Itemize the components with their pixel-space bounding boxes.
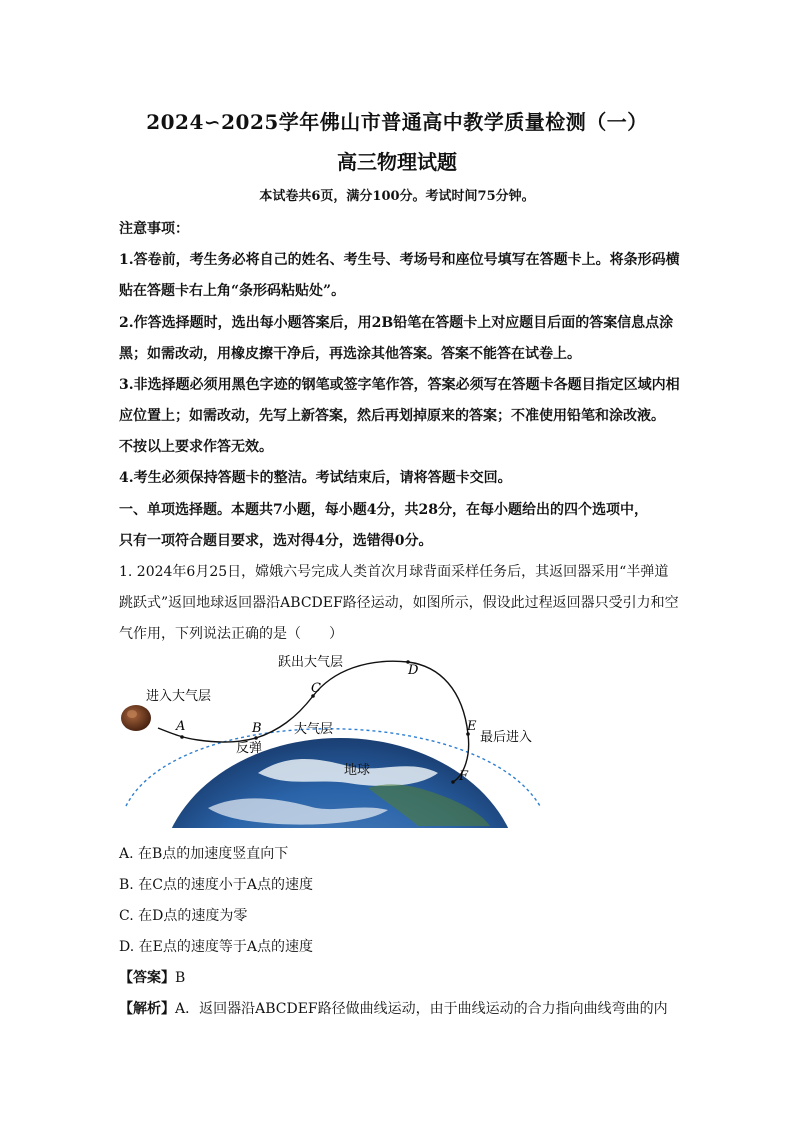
option-b: B. 在C点的速度小于A点的速度	[119, 877, 314, 893]
answer-value: B	[175, 970, 186, 986]
notice-line: 4.考生必须保持答题卡的整洁。考试结束后，请将答题卡交回。	[119, 470, 512, 486]
notice-line: 2.作答选择题时，选出每小题答案后，用2B铅笔在答题卡上对应题目后面的答案信息点涂	[119, 315, 674, 331]
notice-heading: 注意事项：	[119, 221, 189, 237]
answer-tag: 【答案】	[119, 970, 175, 986]
answer-line	[119, 967, 185, 987]
label-point-f: F	[459, 769, 469, 784]
section-line: 一、单项选择题。本题共7小题，每小题4分，共28分，在每小题给出的四个选项中，	[119, 502, 648, 518]
notice-line: 应位置上；如需改动，先写上新答案，然后再划掉原来的答案；不准使用铅笔和涂改液。	[119, 408, 665, 424]
reentry-figure	[118, 648, 550, 828]
analysis-text: A．返回器沿ABCDEF路径做曲线运动，由于曲线运动的合力指向曲线弯曲的内	[175, 1001, 668, 1017]
label-last-enter: 最后进入	[480, 730, 533, 745]
point-a-dot	[180, 735, 184, 739]
label-point-b: B	[252, 721, 262, 736]
analysis-line	[119, 998, 668, 1018]
option-c: C. 在D点的速度为零	[119, 908, 248, 924]
analysis-tag: 【解析】	[119, 1001, 175, 1017]
exam-title: 2024∽2025学年佛山市普通高中教学质量检测（一）	[146, 110, 648, 134]
label-enter: 进入大气层	[146, 689, 212, 704]
notice-line: 贴在答题卡右上角“条形码粘贴处”。	[119, 283, 346, 299]
exam-info: 本试卷共6页，满分100分。考试时间75分钟。	[259, 189, 535, 204]
question-line: 1. 2024年6月25日，嫦娥六号完成人类首次月球背面采样任务后，其返回器采用“半弹道	[119, 564, 669, 580]
notice-line: 黑；如需改动，用橡皮擦干净后，再选涂其他答案。答案不能答在试卷上。	[119, 346, 581, 362]
point-b-dot	[254, 736, 258, 740]
question-line: 跳跃式”返回地球返回器沿ABCDEF路径运动，如图所示，假设此过程返回器只受引力和空	[119, 595, 679, 611]
exam-subtitle: 高三物理试题	[337, 150, 457, 174]
label-point-e: E	[467, 719, 477, 734]
label-point-a: A	[176, 719, 186, 734]
label-earth: 地球	[344, 763, 371, 778]
label-point-d: D	[408, 663, 419, 678]
option-d: D. 在E点的速度等于A点的速度	[119, 939, 313, 955]
capsule-icon	[121, 705, 151, 731]
label-point-c: C	[311, 681, 321, 696]
question-line: 气作用，下列说法正确的是（ ）	[119, 626, 343, 642]
notice-line: 不按以上要求作答无效。	[119, 439, 273, 455]
label-rebound: 反弹	[236, 741, 263, 756]
notice-line: 1.答卷前，考生务必将自己的姓名、考生号、考场号和座位号填写在答题卡上。将条形码横	[119, 252, 680, 268]
point-f-dot	[451, 780, 455, 784]
label-jump-out: 跃出大气层	[278, 655, 344, 670]
option-a: A. 在B点的加速度竖直向下	[119, 846, 289, 862]
label-atmosphere: 大气层	[294, 722, 334, 737]
notice-line: 3.非选择题必须用黑色字迹的钢笔或签字笔作答，答案必须写在答题卡各题目指定区域内相	[119, 377, 680, 393]
section-line: 只有一项符合题目要求，选对得4分，选错得0分。	[119, 533, 433, 549]
